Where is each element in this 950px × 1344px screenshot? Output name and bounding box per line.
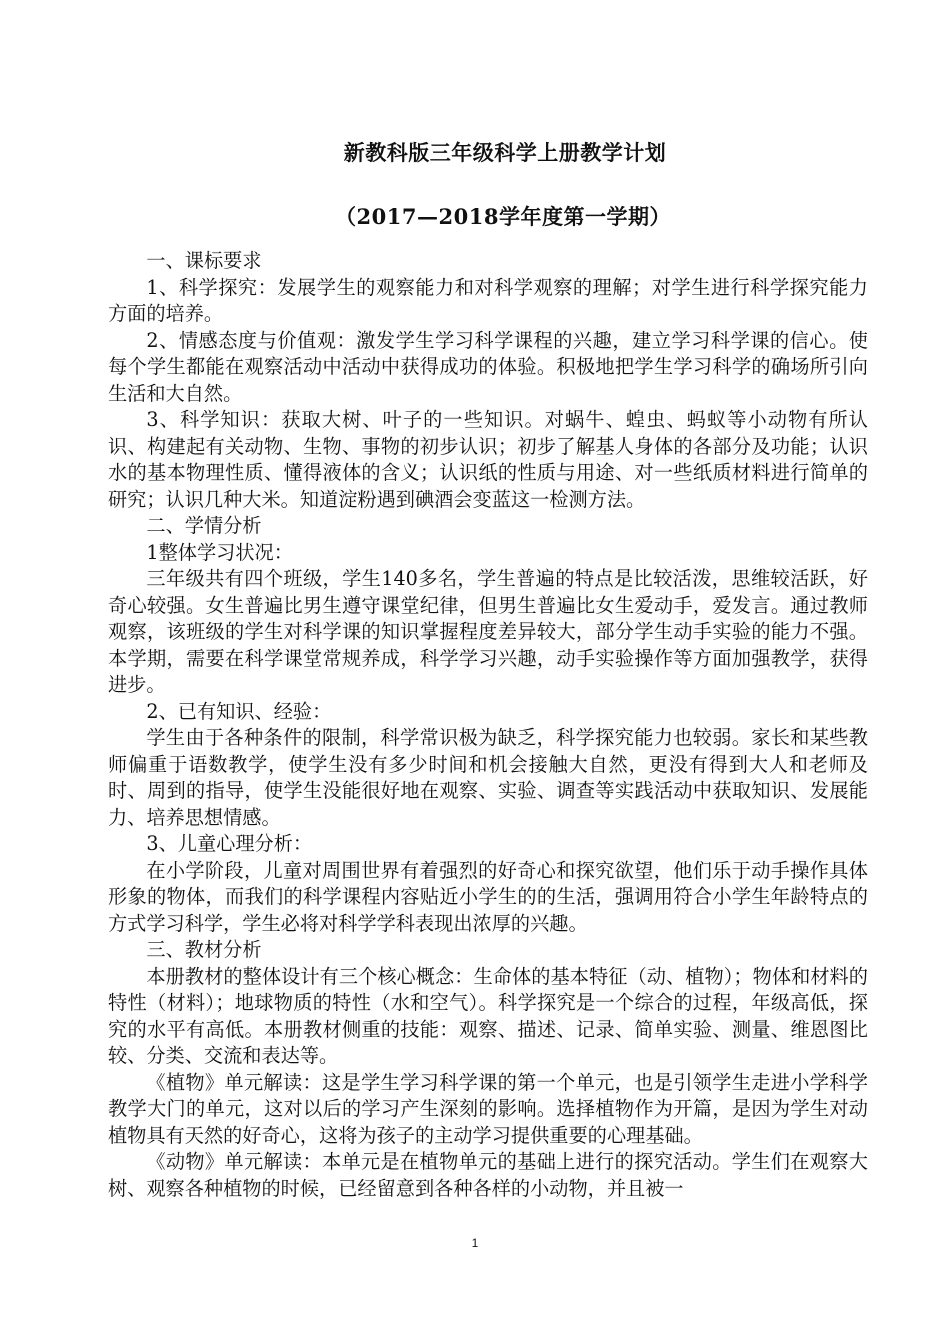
paragraph: 《动物》单元解读：本单元是在植物单元的基础上进行的探究活动。学生们在观察大树、观察各种植物的时候，已经留意到各种各样的小动物，并且被一 [108, 1150, 868, 1200]
paragraph: 《植物》单元解读：这是学生学习科学课的第一个单元，也是引领学生走进小学科学教学大门的单元，这对以后的学习产生深刻的影响。选择植物作为开篇，是因为学生对动植物具有天然的好奇心，这将为孩子的主动学习提供重要的心理基础。 [108, 1070, 868, 1147]
subheading: 3、儿童心理分析： [146, 832, 313, 855]
paragraph: 本册教材的整体设计有三个核心概念：生命体的基本特征（动、植物）；物体和材料的特性（材料）；地球物质的特性（水和空气）。科学探究是一个综合的过程，年级高低，探究的水平有高低。本册教材侧重的技能：观察、描述、记录、简单实验、测量、维恩图比较、分类、交流和表达等。 [108, 964, 868, 1067]
subheading: 2、已有知识、经验： [146, 699, 332, 723]
document-title: 新教科版三年级科学上册教学计划 [343, 140, 667, 165]
section-heading-textbook-analysis: 三、教材分析 [146, 938, 262, 961]
document-subtitle: （2017—2018学年度第一学期） [335, 204, 671, 229]
document-body [108, 248, 868, 1202]
subheading: 1整体学习状况： [146, 540, 293, 564]
page-number: 1 [471, 1236, 479, 1250]
paragraph: 三年级共有四个班级，学生140多名，学生普遍的特点是比较活泼，思维较活跃，好奇心较强。女生普遍比男生遵守课堂纪律，但男生普遍比女生爱动手，爱发言。通过教师观察，该班级的学生对科学课的知识掌握程度差异较大，部分学生动手实验的能力不强。本学期，需要在科学课堂常规养成，科学学习兴趣，动手实验操作等方面加强教学，获得进步。 [108, 567, 868, 696]
section-heading-student-analysis: 二、学情分析 [146, 514, 262, 537]
paragraph: 3、科学知识：获取大树、叶子的一些知识。对蜗牛、蝗虫、蚂蚁等小动物有所认识、构建起有关动物、生物、事物的初步认识；初步了解基人身体的各部分及功能；认识水的基本物理性质、懂得液体的含义；认识纸的性质与用途、对一些纸质材料进行简单的研究；认识几种大米。知道淀粉遇到碘酒会变蓝这一检测方法。 [108, 408, 868, 511]
section-heading-curriculum: 一、课标要求 [146, 249, 262, 272]
paragraph: 学生由于各种条件的限制，科学常识极为缺乏，科学探究能力也较弱。家长和某些教师偏重于语数教学，使学生没有多少时间和机会接触大自然，更没有得到大人和老师及时、周到的指导，使学生没能很好地在观察、实验、调查等实践活动中获取知识、发展能力、培养思想情感。 [108, 726, 868, 829]
paragraph: 2、情感态度与价值观：激发学生学习科学课程的兴趣，建立学习科学课的信心。使每个学生都能在观察活动中活动中获得成功的体验。积极地把学生学习科学的确场所引向生活和大自然。 [108, 328, 868, 405]
paragraph: 1、科学探究：发展学生的观察能力和对科学观察的理解；对学生进行科学探究能力方面的培养。 [108, 275, 868, 325]
paragraph: 在小学阶段，儿童对周围世界有着强烈的好奇心和探究欲望，他们乐于动手操作具体形象的物体，而我们的科学课程内容贴近小学生的的生活，强调用符合小学生年龄特点的方式学习科学，学生必将对科学学科表现出浓厚的兴趣。 [108, 858, 868, 935]
